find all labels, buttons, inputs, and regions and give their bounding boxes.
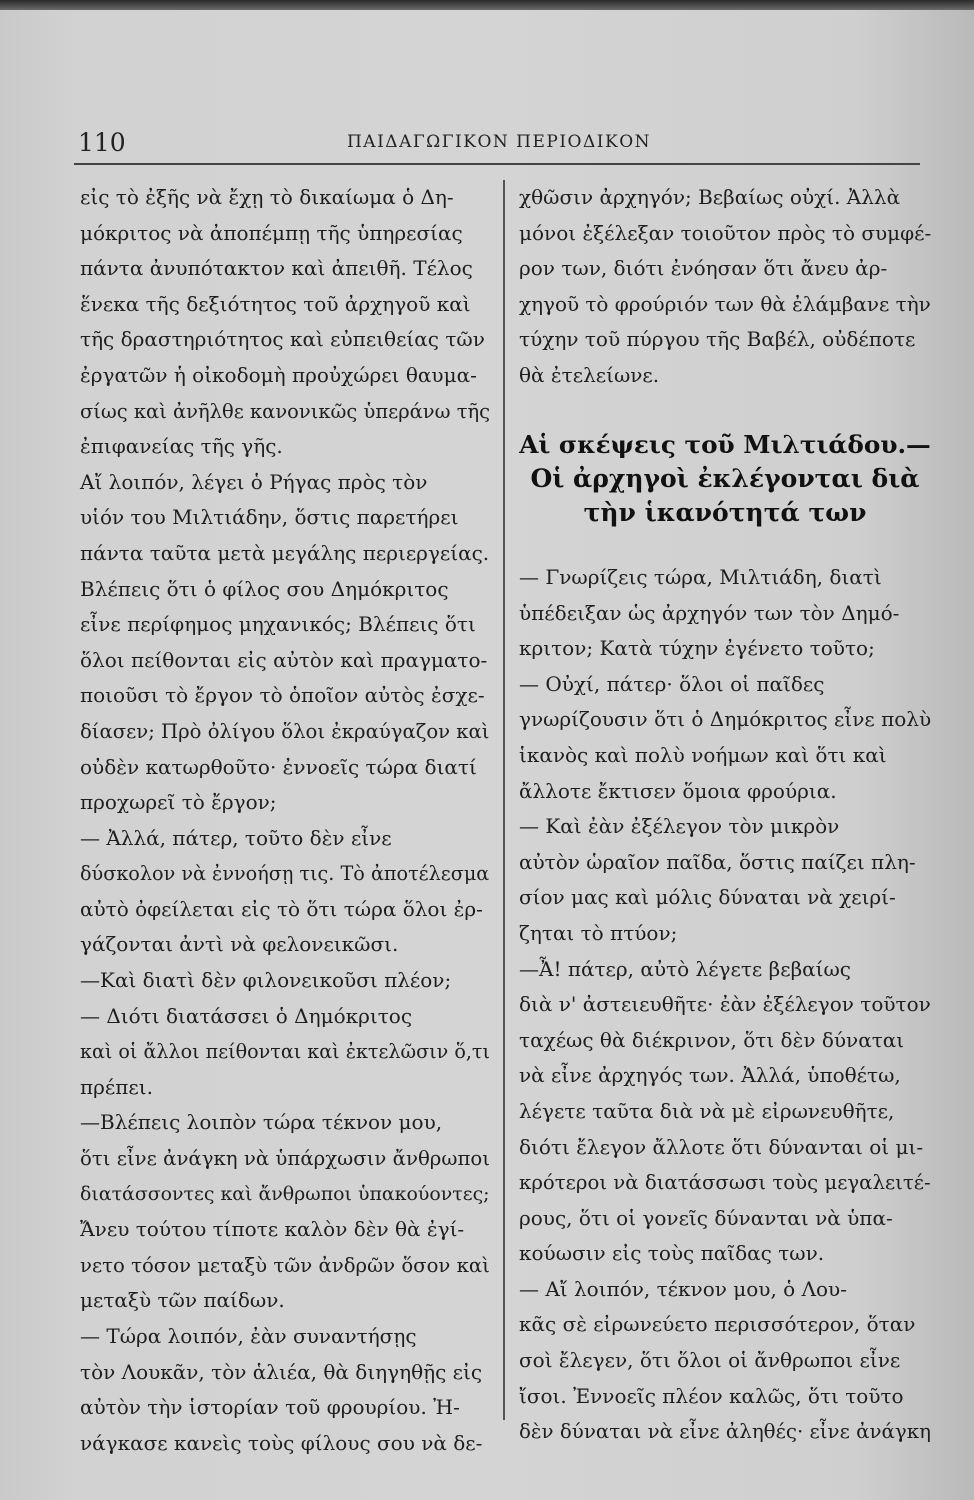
column-divider [503,180,505,1420]
text-line: κούωσιν εἰς τοὺς παῖδας των. [519,1241,825,1266]
text-line: ταχέως θὰ διέκρινον, ὅτι δὲν δύναται [519,1027,905,1052]
text-line: αὐτὸν ὡραῖον παῖδα, ὅστις παίζει πλη- [519,849,916,874]
text-line: αὐτὸν τὴν ἱστορίαν τοῦ φρουρίου. Ἠ- [80,1395,460,1420]
text-line: —Καὶ διατὶ δὲν φιλονεικοῦσι πλέον; [80,968,452,993]
text-line: τύχην τοῦ πύργου τῆς Βαβέλ, οὐδέποτε [519,327,916,352]
text-line: μόνοι ἐξέλεξαν τοιοῦτον πρὸς τὸ συμφέ- [519,220,932,245]
text-line: δίασεν; Πρὸ ὀλίγου ὅλοι ἐκραύγαζον καὶ [80,719,490,743]
text-line: κρότεροι νὰ διατάσσωσι τοὺς μεγαλειτέ- [519,1171,931,1195]
text-line: — Ἀλλά, πάτερ, τοῦτο δὲν εἶνε [80,825,392,850]
text-line: Ἄνευ τούτου τίποτε καλὸν δὲν θὰ ἐγί- [80,1217,465,1242]
text-line: — Οὐχί, πάτερ· ὅλοι οἱ παῖδες [519,671,825,696]
text-line: δὲν δύναται νὰ εἶνε ἀληθές· εἶνε ἀνάγκη [519,1420,931,1444]
running-title: ΠΑΙΔΑΓΩΓΙΚΟΝ ΠΕΡΙΟΔΙΚΟΝ [346,132,652,152]
text-line: υἱόν του Μιλτιάδην, ὅστις παρετήρει [80,505,459,530]
section-heading [519,428,931,530]
text-line: σίον μας καὶ μόλις δύναται νὰ χειρί- [519,885,896,910]
text-line: ποιοῦσι τὸ ἔργον τὸ ὁποῖον αὐτὸς ἐσχε- [80,683,485,708]
text-line: εἶνε περίφημος μηχανικός; Βλέπεις ὅτι [80,612,476,637]
text-line: μεταξὺ τῶν παίδων. [80,1288,285,1313]
text-line: — Τώρα λοιπόν, ἐὰν συναντήσῃς [80,1324,417,1348]
text-line: ζηται τὸ πτύον; [519,920,678,945]
text-line: τὸν Λουκᾶν, τὸν ἁλιέα, θὰ διηγηθῇς εἰς [80,1359,483,1384]
text-line: λέγετε ταῦτα διὰ νὰ μὲ εἰρωνευθῆτε, [519,1098,895,1123]
text-line: — Καὶ ἐὰν ἐξέλεγον τὸν μικρὸν [519,814,840,839]
text-line: χηγοῦ τὸ φρούριόν των θὰ ἐλάμβανε τὴν [519,291,931,316]
text-line: διὰ ν' ἀστειευθῆτε· ἐὰν ἐξέλεγον τοῦτον [519,992,931,1017]
heading-line: τὴν ἱκανότητά των [583,498,867,527]
text-line: σοὶ ἔλεγεν, ὅτι ὅλοι οἱ ἄνθρωποι εἶνε [519,1348,901,1373]
text-line: νάγκασε κανεὶς τοὺς φίλους σου νὰ δε- [80,1430,483,1455]
text-line: ὅλοι πείθονται εἰς αὐτὸν καὶ πραγματο- [80,647,488,672]
text-line: πάντα ἀνυπότακτον καὶ ἀπειθῆ. Τέλος [80,256,473,281]
text-line: πάντα ταῦτα μετὰ μεγάλης περιεργείας. [80,540,490,565]
text-line: τῆς δραστηριότητος καὶ εὐπειθείας τῶν [80,327,485,352]
text-line: διατάσσοντες καὶ ἄνθρωποι ὑπακούοντες; [80,1182,490,1205]
text-line: κριτον; Κατὰ τύχην ἐγένετο τοῦτο; [519,636,875,661]
page-header [74,124,924,164]
text-line: σίως καὶ ἀνῆλθε κανονικῶς ὑπεράνω τῆς [80,399,491,423]
text-line: διότι ἔλεγον ἄλλοτε ὅτι δύνανται οἱ μι- [519,1134,924,1159]
text-line: εἰς τὸ ἐξῆς νὰ ἔχῃ τὸ δικαίωμα ὁ Δη- [80,185,454,209]
text-line: ὑπέδειξαν ὡς ἀρχηγόν των τὸν Δημό- [519,600,900,625]
text-line: ἄλλοτε ἔκτισεν ὅμοια φρούρια. [519,778,837,803]
text-line: οὐδὲν κατωρθοῦτο· ἐννοεῖς τώρα διατί [80,754,477,779]
heading-line: Οἱ ἀρχηγοὶ ἐκλέγονται διὰ [530,464,920,493]
left-column [80,180,490,1461]
text-line: μόκριτος νὰ ἀποπέμπῃ τῆς ὑπηρεσίας [80,220,463,245]
text-line: πρέπει. [80,1074,153,1099]
text-line: γνωρίζουσιν ὅτι ὁ Δημόκριτος εἶνε πολὺ [519,707,932,732]
right-column-top [519,180,931,394]
text-line: χθῶσιν ἀρχηγόν; Βεβαίως οὐχί. Ἀλλὰ [519,185,901,209]
text-line: ἐργατῶν ἡ οἰκοδομὴ προὐχώρει θαυμα- [80,362,477,387]
text-line: ὅτι εἶνε ἀνάγκη νὰ ὑπάρχωσιν ἄνθρωποι [80,1147,490,1171]
heading-line: Αἱ σκέψεις τοῦ Μιλτιάδου.— [519,430,931,459]
text-line: ἕνεκα τῆς δεξιότητος τοῦ ἀρχηγοῦ καὶ [80,291,471,316]
page-top-edge [0,0,974,10]
text-line: θὰ ἐτελείωνε. [519,362,660,387]
text-line: καὶ οἱ ἄλλοι πείθονται καὶ ἐκτελῶσιν ὅ,τι [80,1040,490,1064]
text-line: ρους, ὅτι οἱ γονεῖς δύνανται νὰ ὑπα- [519,1205,893,1230]
text-line: —Ἆ! πάτερ, αὐτὸ λέγετε βεβαίως [519,956,851,981]
text-line: ἐπιφανείας τῆς γῆς. [80,434,283,459]
text-line: — Αἴ λοιπόν, τέκνον μου, ὁ Λου- [519,1276,847,1301]
text-line: νὰ εἶνε ἀρχηγός των. Ἀλλά, ὑποθέτω, [519,1063,901,1088]
text-line: γάζονται ἀντὶ νὰ φελονεικῶσι. [80,932,399,957]
text-line: — Γνωρίζεις τώρα, Μιλτιάδη, διατὶ [519,565,882,589]
text-line: αὐτὸ ὀφείλεται εἰς τὸ ὅτι τώρα ὅλοι ἐρ- [80,896,483,921]
text-line: ἴσοι. Ἐννοεῖς πλέον καλῶς, ὅτι τοῦτο [519,1383,904,1408]
page-number: 110 [78,128,126,157]
text-line: —Βλέπεις λοιπὸν τώρα τέκνον μου, [80,1110,443,1135]
header-rule [74,163,920,165]
text-line: νετο τόσον μεταξὺ τῶν ἀνδρῶν ὅσον καὶ [80,1253,490,1277]
text-line: — Διότι διατάσσει ὁ Δημόκριτος [80,1003,413,1028]
text-line: δύσκολον νὰ ἐννοήσῃ τις. Τὸ ἀποτέλεσμα [80,862,490,886]
text-line: ἱκανὸς καὶ πολὺ νοήμων καὶ ὅτι καὶ [519,742,887,767]
text-line: Βλέπεις ὅτι ὁ φίλος σου Δημόκριτος [80,576,449,601]
text-line: Αἴ λοιπόν, λέγει ὁ Ρήγας πρὸς τὸν [80,469,428,494]
text-line: προχωρεῖ τὸ ἔργον; [80,790,277,815]
text-line: ρον των, διότι ἐνόησαν ὅτι ἄνευ ἀρ- [519,256,888,281]
right-column-bottom [519,560,931,1450]
text-line: κᾶς σὲ εἰρωνεύετο περισσότερον, ὅταν [519,1312,916,1337]
